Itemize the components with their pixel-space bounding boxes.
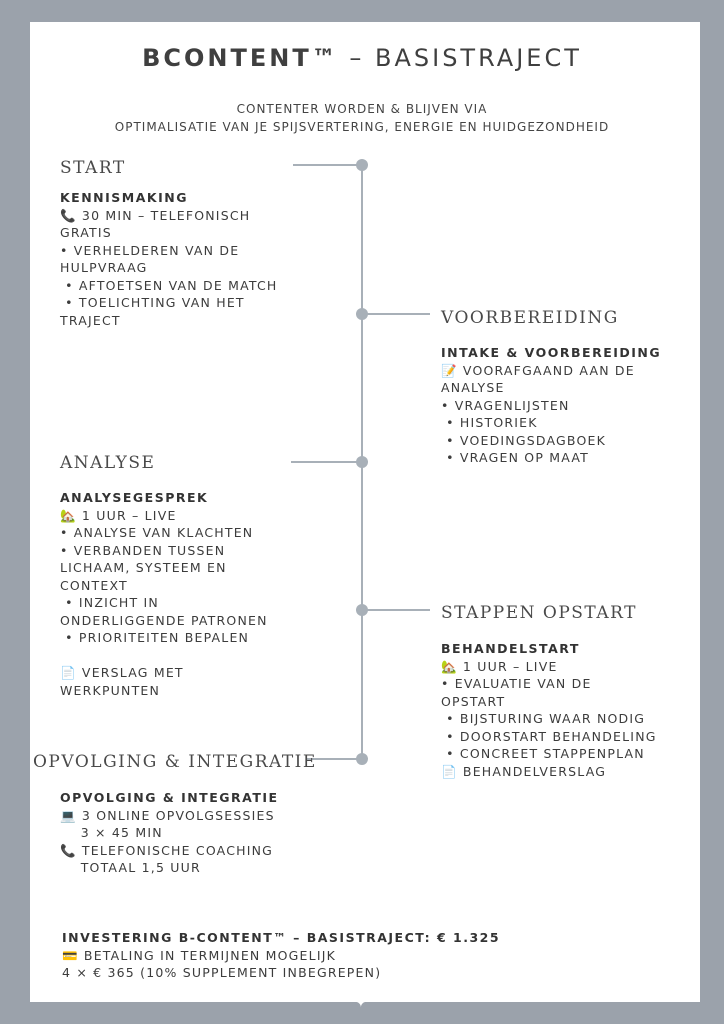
block-line: • DOORSTART BEHANDELING <box>441 728 657 744</box>
connector-voorbereiding <box>364 313 430 315</box>
subtitle-line-2: OPTIMALISATIE VAN JE SPIJSVERTERING, ENERGIE EN HUIDGEZONDHEID <box>114 120 610 134</box>
block-line: • INZICHT IN <box>60 595 159 610</box>
block-line: CONTEXT <box>60 577 128 593</box>
connector-analyse <box>291 461 359 463</box>
block-heading: ANALYSEGESPREK <box>60 490 209 505</box>
block-line: • VOEDINGSDAGBOEK <box>441 432 606 448</box>
block-line: • VRAGEN OP MAAT <box>441 450 589 465</box>
block-line: 📄 BEHANDELVERSLAG <box>441 763 607 779</box>
block-analysegesprek <box>60 489 268 699</box>
block-behandelstart <box>441 640 657 780</box>
block-line: 🏡 1 UUR – LIVE <box>441 658 558 674</box>
stage-label-opvolging: OPVOLGING & INTEGRATIE <box>33 752 317 772</box>
connector-stappen <box>364 609 430 611</box>
block-heading: KENNISMAKING <box>60 190 188 205</box>
block-kennismaking <box>60 189 278 329</box>
block-line: 💻 3 ONLINE OPVOLGSESSIES <box>60 807 275 823</box>
block-line: • CONCREET STAPPENPLAN <box>441 746 645 761</box>
installment-line: 4 × € 365 (10% SUPPLEMENT INBEGREPEN) <box>62 965 382 980</box>
investment-heading: INVESTERING B-CONTENT™ – BASISTRAJECT: € 1.325 <box>62 930 501 945</box>
block-line: • PRIORITEITEN BEPALEN <box>60 630 250 645</box>
block-line <box>60 647 268 665</box>
payment-line: 💳 BETALING IN TERMIJNEN MOGELIJK <box>62 947 336 963</box>
block-heading: OPVOLGING & INTEGRATIE <box>60 790 279 805</box>
block-opvolging <box>60 789 279 877</box>
block-line: TOTAAL 1,5 UUR <box>60 860 201 875</box>
block-line: • ANALYSE VAN KLACHTEN <box>60 525 254 540</box>
title-bold: BCONTENT™ <box>142 44 339 72</box>
block-line: HULPVRAAG <box>60 260 148 275</box>
block-line: GRATIS <box>60 225 112 240</box>
block-line: • HISTORIEK <box>441 415 538 430</box>
block-line: 3 × 45 MIN <box>60 825 163 840</box>
block-line: • EVALUATIE VAN DE <box>441 676 592 691</box>
block-line: 📞 TELEFONISCHE COACHING <box>60 842 274 858</box>
block-line: 📝 VOORAFGAAND AAN DE <box>441 362 635 378</box>
block-heading: INTAKE & VOORBEREIDING <box>441 345 662 360</box>
block-heading: BEHANDELSTART <box>441 641 580 656</box>
stage-label-voorbereiding: VOORBEREIDING <box>441 308 619 328</box>
block-line: • TOELICHTING VAN HET <box>60 295 245 310</box>
connector-start <box>293 164 359 166</box>
block-line: • BIJSTURING WAAR NODIG <box>441 711 646 726</box>
block-line: LICHAAM, SYSTEEM EN <box>60 560 227 575</box>
block-line: TRAJECT <box>60 312 121 328</box>
block-line: 📄 VERSLAG MET <box>60 665 184 680</box>
block-line: ANALYSE <box>441 380 505 395</box>
block-intake <box>441 344 661 467</box>
sparkle-icon: ✦ <box>355 995 367 1011</box>
page-title <box>0 44 724 72</box>
block-investering <box>62 929 500 982</box>
block-line: • AFTOETSEN VAN DE MATCH <box>60 277 278 293</box>
stage-label-start: START <box>60 158 126 178</box>
block-line: OPSTART <box>441 693 506 709</box>
block-line: WERKPUNTEN <box>60 682 161 698</box>
block-line: ONDERLIGGENDE PATRONEN <box>60 612 268 628</box>
title-rest: – BASISTRAJECT <box>338 44 582 72</box>
block-line: • VRAGENLIJSTEN <box>441 397 570 413</box>
stage-label-stappen: STAPPEN OPSTART <box>441 603 637 623</box>
block-line: • VERBANDEN TUSSEN <box>60 542 226 558</box>
block-line: • VERHELDEREN VAN DE <box>60 242 240 258</box>
block-line: 📞 30 MIN – TELEFONISCH <box>60 207 251 223</box>
stage-label-analyse: ANALYSE <box>60 453 156 473</box>
block-line: 🏡 1 UUR – LIVE <box>60 507 177 523</box>
subtitle-line-1: CONTENTER WORDEN & BLIJVEN VIA <box>236 102 488 116</box>
